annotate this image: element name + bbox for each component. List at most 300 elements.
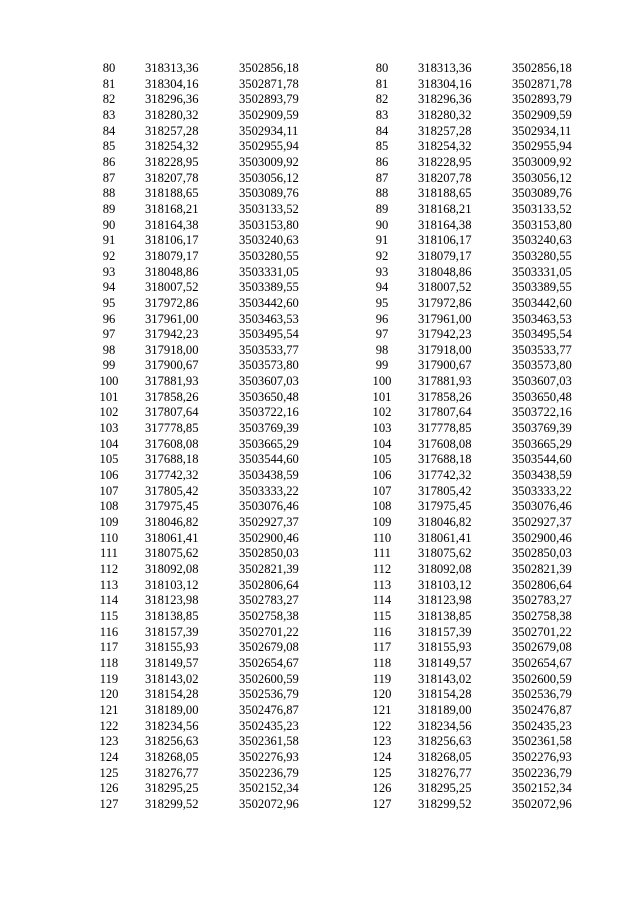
x-coordinate-cell: 318299,52 [145, 796, 199, 811]
table-row [91, 687, 319, 703]
y-coordinate-cell: 3503009,92 [239, 154, 299, 169]
y-coordinate-cell: 3503331,05 [512, 264, 572, 279]
x-coordinate-cell: 317918,00 [418, 342, 472, 357]
point-number-cell: 109 [99, 515, 119, 530]
table-row [91, 296, 319, 312]
table-row [364, 61, 592, 77]
table-row [91, 343, 319, 359]
table-row [91, 186, 319, 202]
x-coordinate-cell: 317881,93 [145, 374, 199, 389]
point-number-cell: 116 [99, 624, 119, 639]
y-coordinate-cell: 3502821,39 [239, 562, 299, 576]
x-coordinate-cell: 318155,93 [418, 640, 472, 655]
x-coordinate-cell: 318257,28 [145, 123, 199, 138]
point-number-cell: 85 [102, 139, 116, 154]
point-number-cell: 127 [372, 796, 392, 811]
y-coordinate-cell: 3502276,93 [239, 749, 299, 764]
x-coordinate-cell: 318168,21 [418, 201, 472, 216]
point-number-cell: 81 [375, 76, 389, 91]
point-number-cell: 122 [372, 718, 392, 733]
point-number-cell: 114 [372, 593, 392, 608]
point-number-cell: 112 [372, 562, 392, 576]
y-coordinate-cell: 3502850,03 [239, 546, 299, 561]
point-number-cell: 96 [102, 311, 116, 326]
y-coordinate-cell: 3502850,03 [512, 546, 572, 561]
x-coordinate-cell: 317688,18 [145, 452, 199, 467]
y-coordinate-cell: 3503240,63 [239, 233, 299, 248]
point-number-cell: 81 [102, 76, 116, 91]
x-coordinate-cell: 318304,16 [418, 76, 472, 91]
y-coordinate-cell: 3502361,58 [239, 734, 299, 749]
table-row [364, 155, 592, 171]
y-coordinate-cell: 3503280,55 [239, 248, 299, 263]
table-row [91, 265, 319, 281]
y-coordinate-cell: 3503533,77 [512, 342, 572, 357]
table-row [91, 719, 319, 735]
y-coordinate-cell: 3503533,77 [239, 342, 299, 357]
point-number-cell: 107 [372, 483, 392, 498]
y-coordinate-cell: 3502435,23 [512, 718, 572, 733]
table-row [91, 358, 319, 374]
table-row [91, 202, 319, 218]
table-row [91, 546, 319, 562]
y-coordinate-cell: 3503438,59 [512, 468, 572, 483]
point-number-cell: 85 [375, 139, 389, 154]
point-number-cell: 95 [102, 295, 116, 310]
table-row [364, 233, 592, 249]
y-coordinate-cell: 3502783,27 [239, 593, 299, 608]
x-coordinate-cell: 317961,00 [145, 311, 199, 326]
table-row [364, 358, 592, 374]
table-row [91, 609, 319, 625]
x-coordinate-cell: 318103,12 [145, 577, 199, 592]
x-coordinate-cell: 317805,42 [145, 483, 199, 498]
x-coordinate-cell: 318061,41 [145, 530, 199, 545]
table-row [91, 797, 319, 813]
point-number-cell: 99 [375, 358, 389, 373]
x-coordinate-cell: 318207,78 [418, 170, 472, 185]
x-coordinate-cell: 318079,17 [418, 248, 472, 263]
x-coordinate-cell: 317858,26 [145, 389, 199, 404]
point-number-cell: 92 [375, 248, 389, 263]
table-row [91, 781, 319, 797]
table-row [364, 124, 592, 140]
table-row [91, 390, 319, 406]
point-number-cell: 86 [375, 154, 389, 169]
point-number-cell: 82 [375, 92, 389, 107]
x-coordinate-cell: 318256,63 [145, 734, 199, 749]
x-coordinate-cell: 318313,36 [418, 61, 472, 75]
table-row [364, 108, 592, 124]
table-row [91, 452, 319, 468]
point-number-cell: 87 [102, 170, 116, 185]
table-row [364, 327, 592, 343]
y-coordinate-cell: 3503076,46 [512, 499, 572, 514]
y-coordinate-cell: 3502955,94 [239, 139, 299, 154]
y-coordinate-cell: 3502856,18 [512, 61, 572, 75]
x-coordinate-cell: 317942,23 [418, 327, 472, 342]
table-row [91, 421, 319, 437]
y-coordinate-cell: 3502871,78 [239, 76, 299, 91]
point-number-cell: 123 [99, 734, 119, 749]
table-row [91, 405, 319, 421]
x-coordinate-cell: 317608,08 [145, 436, 199, 451]
table-row [91, 640, 319, 656]
y-coordinate-cell: 3502654,67 [239, 655, 299, 670]
table-row [364, 421, 592, 437]
y-coordinate-cell: 3503089,76 [239, 186, 299, 201]
x-coordinate-cell: 318268,05 [145, 749, 199, 764]
table-row [91, 437, 319, 453]
table-row [91, 499, 319, 515]
point-number-cell: 115 [372, 608, 392, 623]
point-number-cell: 80 [102, 61, 116, 75]
point-number-cell: 103 [99, 421, 119, 436]
y-coordinate-cell: 3503722,16 [512, 405, 572, 420]
y-coordinate-cell: 3503573,80 [512, 358, 572, 373]
point-number-cell: 104 [372, 436, 392, 451]
table-row [364, 656, 592, 672]
y-coordinate-cell: 3502806,64 [512, 577, 572, 592]
x-coordinate-cell: 318164,38 [418, 217, 472, 232]
y-coordinate-cell: 3503665,29 [512, 436, 572, 451]
y-coordinate-cell: 3502276,93 [512, 749, 572, 764]
point-number-cell: 84 [102, 123, 116, 138]
point-number-cell: 98 [375, 342, 389, 357]
y-coordinate-cell: 3502900,46 [239, 530, 299, 545]
x-coordinate-cell: 318138,85 [418, 608, 472, 623]
x-coordinate-cell: 317975,45 [145, 499, 199, 514]
table-row [91, 139, 319, 155]
point-number-cell: 116 [372, 624, 392, 639]
point-number-cell: 121 [99, 702, 119, 717]
x-coordinate-cell: 318189,00 [418, 702, 472, 717]
point-number-cell: 97 [375, 327, 389, 342]
x-coordinate-cell: 317807,64 [145, 405, 199, 420]
point-number-cell: 109 [372, 515, 392, 530]
y-coordinate-cell: 3503495,54 [512, 327, 572, 342]
x-coordinate-cell: 318075,62 [145, 546, 199, 561]
table-row [364, 265, 592, 281]
x-coordinate-cell: 318138,85 [145, 608, 199, 623]
x-coordinate-cell: 318295,25 [145, 781, 199, 796]
point-number-cell: 96 [375, 311, 389, 326]
point-number-cell: 113 [372, 577, 392, 592]
point-number-cell: 101 [99, 389, 119, 404]
table-row [91, 468, 319, 484]
y-coordinate-cell: 3503280,55 [512, 248, 572, 263]
table-row [91, 155, 319, 171]
y-coordinate-cell: 3503665,29 [239, 436, 299, 451]
point-number-cell: 98 [102, 342, 116, 357]
table-row [91, 703, 319, 719]
x-coordinate-cell: 317972,86 [418, 295, 472, 310]
x-coordinate-cell: 318188,65 [418, 186, 472, 201]
point-number-cell: 102 [99, 405, 119, 420]
x-coordinate-cell: 318299,52 [418, 796, 472, 811]
y-coordinate-cell: 3502152,34 [512, 781, 572, 796]
y-coordinate-cell: 3503133,52 [239, 201, 299, 216]
table-row [91, 312, 319, 328]
coordinate-table-left [91, 61, 319, 813]
x-coordinate-cell: 318276,77 [418, 765, 472, 780]
point-number-cell: 110 [99, 530, 119, 545]
x-coordinate-cell: 317881,93 [418, 374, 472, 389]
table-row [364, 625, 592, 641]
table-row [91, 374, 319, 390]
table-row [91, 750, 319, 766]
y-coordinate-cell: 3503333,22 [239, 483, 299, 498]
y-coordinate-cell: 3502536,79 [512, 687, 572, 702]
point-number-cell: 118 [99, 655, 119, 670]
point-number-cell: 88 [102, 186, 116, 201]
x-coordinate-cell: 318234,56 [418, 718, 472, 733]
y-coordinate-cell: 3502821,39 [512, 562, 572, 576]
y-coordinate-cell: 3503056,12 [512, 170, 572, 185]
x-coordinate-cell: 318280,32 [145, 107, 199, 122]
table-row [91, 578, 319, 594]
x-coordinate-cell: 318276,77 [145, 765, 199, 780]
coordinate-table-body [364, 61, 592, 813]
y-coordinate-cell: 3502701,22 [512, 624, 572, 639]
point-number-cell: 82 [102, 92, 116, 107]
x-coordinate-cell: 317742,32 [418, 468, 472, 483]
point-number-cell: 88 [375, 186, 389, 201]
point-number-cell: 107 [99, 483, 119, 498]
x-coordinate-cell: 318296,36 [418, 92, 472, 107]
table-row [364, 515, 592, 531]
x-coordinate-cell: 318123,98 [418, 593, 472, 608]
y-coordinate-cell: 3503009,92 [512, 154, 572, 169]
x-coordinate-cell: 317972,86 [145, 295, 199, 310]
x-coordinate-cell: 317918,00 [145, 342, 199, 357]
point-number-cell: 110 [372, 530, 392, 545]
x-coordinate-cell: 318143,02 [418, 671, 472, 686]
y-coordinate-cell: 3503495,54 [239, 327, 299, 342]
point-number-cell: 112 [99, 562, 119, 576]
x-coordinate-cell: 317975,45 [418, 499, 472, 514]
point-number-cell: 111 [100, 546, 118, 561]
table-row [364, 77, 592, 93]
y-coordinate-cell: 3502236,79 [512, 765, 572, 780]
table-row [91, 625, 319, 641]
x-coordinate-cell: 318149,57 [145, 655, 199, 670]
x-coordinate-cell: 317900,67 [145, 358, 199, 373]
table-row [91, 280, 319, 296]
point-number-cell: 94 [102, 280, 116, 295]
point-number-cell: 118 [372, 655, 392, 670]
x-coordinate-cell: 318254,32 [418, 139, 472, 154]
x-coordinate-cell: 317688,18 [418, 452, 472, 467]
table-row [364, 139, 592, 155]
point-number-cell: 119 [99, 671, 119, 686]
table-row [91, 61, 319, 77]
y-coordinate-cell: 3502758,38 [239, 608, 299, 623]
table-row [364, 609, 592, 625]
x-coordinate-cell: 318154,28 [145, 687, 199, 702]
y-coordinate-cell: 3503607,03 [239, 374, 299, 389]
x-coordinate-cell: 318228,95 [145, 154, 199, 169]
point-number-cell: 89 [375, 201, 389, 216]
y-coordinate-cell: 3503463,53 [239, 311, 299, 326]
x-coordinate-cell: 318155,93 [145, 640, 199, 655]
table-row [364, 452, 592, 468]
table-row [91, 562, 319, 578]
table-row [364, 546, 592, 562]
point-number-cell: 97 [102, 327, 116, 342]
y-coordinate-cell: 3502909,59 [512, 107, 572, 122]
x-coordinate-cell: 317900,67 [418, 358, 472, 373]
y-coordinate-cell: 3502536,79 [239, 687, 299, 702]
y-coordinate-cell: 3503389,55 [239, 280, 299, 295]
y-coordinate-cell: 3502934,11 [512, 123, 572, 138]
y-coordinate-cell: 3503544,60 [239, 452, 299, 467]
table-row [364, 499, 592, 515]
table-row [364, 171, 592, 187]
y-coordinate-cell: 3502600,59 [512, 671, 572, 686]
table-row [91, 593, 319, 609]
point-number-cell: 92 [102, 248, 116, 263]
table-row [364, 750, 592, 766]
table-row [91, 77, 319, 93]
point-number-cell: 117 [372, 640, 392, 655]
table-row [91, 218, 319, 234]
point-number-cell: 93 [375, 264, 389, 279]
point-number-cell: 89 [102, 201, 116, 216]
point-number-cell: 87 [375, 170, 389, 185]
table-row [91, 327, 319, 343]
table-row [91, 124, 319, 140]
table-row [364, 766, 592, 782]
table-row [91, 515, 319, 531]
x-coordinate-cell: 317807,64 [418, 405, 472, 420]
x-coordinate-cell: 318228,95 [418, 154, 472, 169]
x-coordinate-cell: 317778,85 [145, 421, 199, 436]
table-row [364, 562, 592, 578]
y-coordinate-cell: 3502871,78 [512, 76, 572, 91]
y-coordinate-cell: 3502893,79 [512, 92, 572, 107]
point-number-cell: 124 [372, 749, 392, 764]
table-row [364, 484, 592, 500]
point-number-cell: 83 [102, 107, 116, 122]
y-coordinate-cell: 3503442,60 [239, 295, 299, 310]
x-coordinate-cell: 318149,57 [418, 655, 472, 670]
table-row [364, 92, 592, 108]
table-row [364, 734, 592, 750]
x-coordinate-cell: 318234,56 [145, 718, 199, 733]
y-coordinate-cell: 3502679,08 [512, 640, 572, 655]
y-coordinate-cell: 3502152,34 [239, 781, 299, 796]
point-number-cell: 121 [372, 702, 392, 717]
y-coordinate-cell: 3502476,87 [512, 702, 572, 717]
table-row [364, 437, 592, 453]
y-coordinate-cell: 3502927,37 [512, 515, 572, 530]
x-coordinate-cell: 318007,52 [418, 280, 472, 295]
x-coordinate-cell: 318157,39 [418, 624, 472, 639]
y-coordinate-cell: 3502361,58 [512, 734, 572, 749]
x-coordinate-cell: 317858,26 [418, 389, 472, 404]
y-coordinate-cell: 3502900,46 [512, 530, 572, 545]
y-coordinate-cell: 3503650,48 [239, 389, 299, 404]
point-number-cell: 103 [372, 421, 392, 436]
point-number-cell: 114 [99, 593, 119, 608]
table-row [364, 186, 592, 202]
x-coordinate-cell: 318188,65 [145, 186, 199, 201]
y-coordinate-cell: 3503056,12 [239, 170, 299, 185]
x-coordinate-cell: 318092,08 [145, 562, 199, 576]
x-coordinate-cell: 318048,86 [418, 264, 472, 279]
table-row [364, 202, 592, 218]
x-coordinate-cell: 318143,02 [145, 671, 199, 686]
x-coordinate-cell: 318296,36 [145, 92, 199, 107]
y-coordinate-cell: 3502806,64 [239, 577, 299, 592]
point-number-cell: 124 [99, 749, 119, 764]
y-coordinate-cell: 3502679,08 [239, 640, 299, 655]
y-coordinate-cell: 3503607,03 [512, 374, 572, 389]
x-coordinate-cell: 318257,28 [418, 123, 472, 138]
point-number-cell: 126 [99, 781, 119, 796]
point-number-cell: 104 [99, 436, 119, 451]
point-number-cell: 111 [373, 546, 391, 561]
x-coordinate-cell: 318106,17 [418, 233, 472, 248]
table-row [91, 249, 319, 265]
table-row [364, 296, 592, 312]
point-number-cell: 120 [372, 687, 392, 702]
y-coordinate-cell: 3503573,80 [239, 358, 299, 373]
table-row [91, 233, 319, 249]
table-row [364, 578, 592, 594]
y-coordinate-cell: 3503463,53 [512, 311, 572, 326]
table-row [364, 468, 592, 484]
table-row [364, 531, 592, 547]
table-row [364, 672, 592, 688]
point-number-cell: 120 [99, 687, 119, 702]
y-coordinate-cell: 3502909,59 [239, 107, 299, 122]
x-coordinate-cell: 318061,41 [418, 530, 472, 545]
table-row [91, 171, 319, 187]
point-number-cell: 115 [99, 608, 119, 623]
y-coordinate-cell: 3503076,46 [239, 499, 299, 514]
y-coordinate-cell: 3502893,79 [239, 92, 299, 107]
x-coordinate-cell: 318123,98 [145, 593, 199, 608]
x-coordinate-cell: 318154,28 [418, 687, 472, 702]
y-coordinate-cell: 3503133,52 [512, 201, 572, 216]
point-number-cell: 108 [99, 499, 119, 514]
point-number-cell: 106 [372, 468, 392, 483]
coordinate-table-right [364, 61, 592, 813]
point-number-cell: 106 [99, 468, 119, 483]
table-row [364, 797, 592, 813]
y-coordinate-cell: 3502701,22 [239, 624, 299, 639]
table-row [91, 484, 319, 500]
table-row [364, 703, 592, 719]
point-number-cell: 113 [99, 577, 119, 592]
y-coordinate-cell: 3503650,48 [512, 389, 572, 404]
y-coordinate-cell: 3502758,38 [512, 608, 572, 623]
point-number-cell: 94 [375, 280, 389, 295]
table-row [364, 343, 592, 359]
point-number-cell: 102 [372, 405, 392, 420]
x-coordinate-cell: 318304,16 [145, 76, 199, 91]
y-coordinate-cell: 3502654,67 [512, 655, 572, 670]
point-number-cell: 127 [99, 796, 119, 811]
y-coordinate-cell: 3503153,80 [239, 217, 299, 232]
point-number-cell: 125 [99, 765, 119, 780]
x-coordinate-cell: 318103,12 [418, 577, 472, 592]
y-coordinate-cell: 3503544,60 [512, 452, 572, 467]
table-row [364, 781, 592, 797]
point-number-cell: 90 [375, 217, 389, 232]
